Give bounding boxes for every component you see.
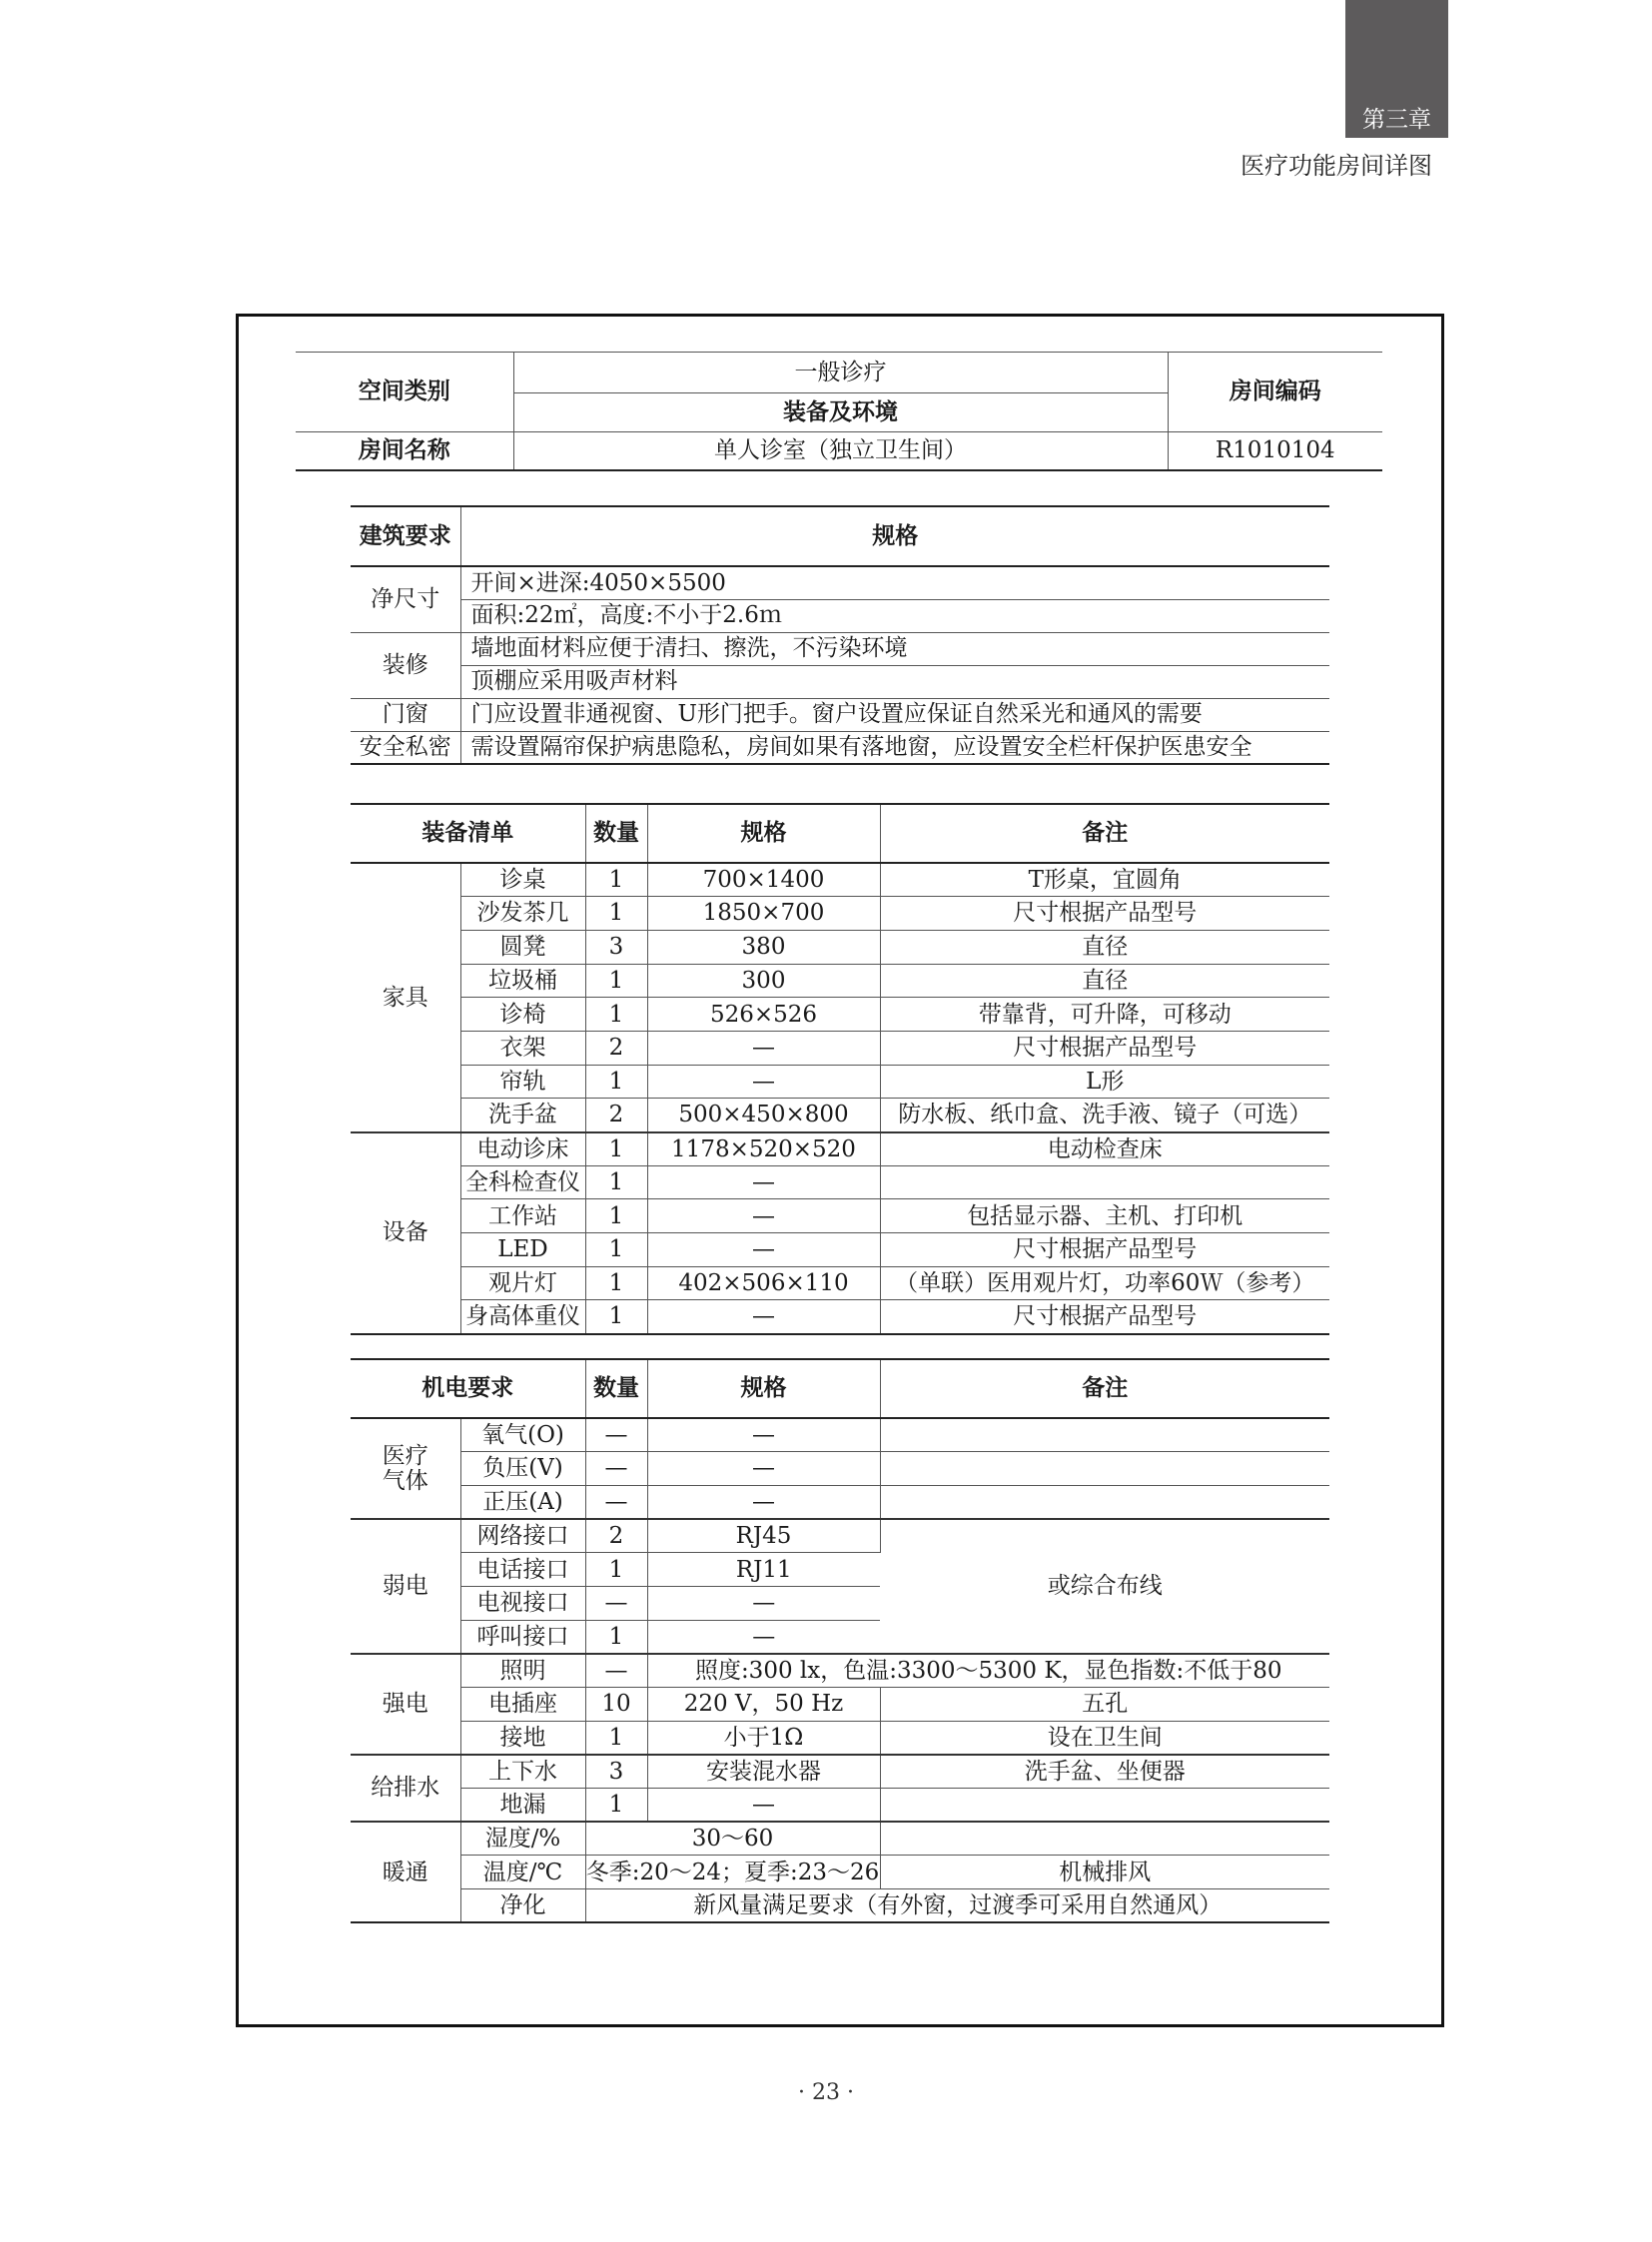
mep-item-spec: RJ11 bbox=[647, 1553, 880, 1587]
equip-item-qty: 1 bbox=[585, 897, 647, 931]
mep-header-qty: 数量 bbox=[585, 1359, 647, 1418]
room-code-label: 房间编码 bbox=[1168, 353, 1382, 432]
equip-item-qty: 1 bbox=[585, 1065, 647, 1099]
mep-item-note bbox=[880, 1485, 1329, 1519]
equip-item-name: 身高体重仪 bbox=[460, 1300, 585, 1334]
mep-item-qty: 1 bbox=[585, 1620, 647, 1654]
mep-item-name: 温度/℃ bbox=[460, 1856, 585, 1889]
mep-hvac-value: 30～60 bbox=[585, 1822, 880, 1856]
mep-item-name: 上下水 bbox=[460, 1755, 585, 1789]
mep-group-weak: 弱电 bbox=[351, 1519, 460, 1654]
mep-item-spec: — bbox=[647, 1418, 880, 1452]
equip-item-name: LED bbox=[460, 1233, 585, 1267]
arch-header-spec: 规格 bbox=[460, 506, 1329, 566]
equip-item-qty: 1 bbox=[585, 1300, 647, 1334]
equip-item-note: 尺寸根据产品型号 bbox=[1013, 1303, 1198, 1330]
room-code-value: R1010104 bbox=[1215, 437, 1335, 464]
category-value: 一般诊疗 bbox=[513, 353, 1168, 393]
equip-item-spec: 700×1400 bbox=[647, 863, 880, 897]
mep-item-qty: 1 bbox=[585, 1789, 647, 1823]
arch-spec-line: 需设置隔帘保护病患隐私，房间如果有落地窗，应设置安全栏杆保护医患安全 bbox=[470, 734, 1252, 761]
equip-item-spec: — bbox=[647, 1165, 880, 1199]
mep-header-spec: 规格 bbox=[647, 1359, 880, 1418]
room-name-value: 单人诊室（独立卫生间） bbox=[513, 432, 1168, 470]
equip-item-spec: 526×526 bbox=[647, 998, 880, 1032]
equip-header-spec: 规格 bbox=[647, 804, 880, 863]
mep-item-note: 洗手盆、坐便器 bbox=[880, 1755, 1329, 1789]
equip-item-qty: 2 bbox=[585, 1099, 647, 1132]
mep-header-note: 备注 bbox=[880, 1359, 1329, 1418]
equip-item-spec: 300 bbox=[647, 964, 880, 998]
mep-item-spec: — bbox=[647, 1485, 880, 1519]
mep-item-note bbox=[880, 1452, 1329, 1486]
mep-item-qty: 1 bbox=[585, 1553, 647, 1587]
equip-header-qty: 数量 bbox=[585, 804, 647, 863]
mep-item-name: 地漏 bbox=[460, 1789, 585, 1823]
mep-item-qty: 10 bbox=[585, 1688, 647, 1722]
mep-hvac-value: 冬季:20～24；夏季:23～26 bbox=[585, 1856, 880, 1889]
space-category-label: 空间类别 bbox=[296, 353, 513, 432]
equip-item-note bbox=[880, 1165, 1329, 1199]
mep-item-spec: — bbox=[647, 1620, 880, 1654]
chapter-tab bbox=[1345, 0, 1448, 138]
equip-item-name: 电动诊床 bbox=[460, 1132, 585, 1166]
arch-req: 装修 bbox=[351, 632, 460, 698]
equip-item-spec: 500×450×800 bbox=[647, 1099, 880, 1132]
equip-item-name: 圆凳 bbox=[460, 930, 585, 964]
arch-req: 门窗 bbox=[351, 698, 460, 731]
equip-item-note: T形桌，宜圆角 bbox=[880, 863, 1329, 897]
mep-item-note bbox=[880, 1418, 1329, 1452]
equip-item-name: 衣架 bbox=[460, 1031, 585, 1065]
mep-item-qty: — bbox=[585, 1654, 647, 1688]
mep-item-name: 净化 bbox=[460, 1889, 585, 1923]
mep-item-name: 电话接口 bbox=[460, 1553, 585, 1587]
arch-spec-line: 门应设置非通视窗、U形门把手。窗户设置应保证自然采光和通风的需要 bbox=[460, 698, 1329, 731]
equip-item-name: 沙发茶几 bbox=[460, 897, 585, 931]
equip-item-qty: 1 bbox=[585, 1165, 647, 1199]
mep-item-name: 接地 bbox=[460, 1721, 585, 1755]
mep-item-name: 湿度/% bbox=[460, 1822, 585, 1856]
mep-group-hvac: 暖通 bbox=[351, 1822, 460, 1922]
mep-item-qty: — bbox=[585, 1418, 647, 1452]
equip-item-spec: — bbox=[647, 1199, 880, 1233]
mep-item-spec: — bbox=[647, 1789, 880, 1823]
mep-item-name: 电插座 bbox=[460, 1688, 585, 1722]
equip-item-qty: 3 bbox=[585, 930, 647, 964]
mep-item-spec: RJ45 bbox=[647, 1519, 880, 1553]
mep-item-name: 网络接口 bbox=[460, 1519, 585, 1553]
mep-item-qty: — bbox=[585, 1485, 647, 1519]
equip-header-note: 备注 bbox=[880, 804, 1329, 863]
equip-group-devices: 设备 bbox=[351, 1132, 460, 1334]
mep-hvac-purification: 新风量满足要求（有外窗，过渡季可采用自然通风） bbox=[693, 1892, 1223, 1919]
mep-item-name: 正压(A) bbox=[460, 1485, 585, 1519]
mep-item-name: 氧气(O) bbox=[460, 1418, 585, 1452]
equip-item-spec: — bbox=[647, 1233, 880, 1267]
mep-group-strong: 强电 bbox=[351, 1654, 460, 1755]
arch-spec-line: 顶棚应采用吸声材料 bbox=[460, 665, 1329, 698]
equip-item-note: 防水板、纸巾盒、洗手液、镜子（可选） bbox=[880, 1099, 1329, 1132]
equip-item-name: 观片灯 bbox=[460, 1266, 585, 1300]
mep-item-note: 设在卫生间 bbox=[880, 1721, 1329, 1755]
mep-header-req: 机电要求 bbox=[351, 1359, 585, 1418]
arch-header-req: 建筑要求 bbox=[351, 506, 460, 566]
mep-item-spec: 220 V，50 Hz bbox=[647, 1688, 880, 1722]
mep-item-note bbox=[880, 1822, 1329, 1856]
equip-item-spec: 1178×520×520 bbox=[647, 1132, 880, 1166]
equip-item-note: 包括显示器、主机、打印机 bbox=[880, 1199, 1329, 1233]
arch-spec-line: 面积:22㎡，高度:不小于2.6ｍ bbox=[460, 599, 1329, 632]
equip-item-qty: 1 bbox=[585, 998, 647, 1032]
mep-item-spec: 小于1Ω bbox=[647, 1721, 880, 1755]
equip-item-spec: — bbox=[647, 1300, 880, 1334]
room-name-label: 房间名称 bbox=[296, 432, 513, 470]
equip-item-qty: 2 bbox=[585, 1031, 647, 1065]
mep-group-gas: 医疗 气体 bbox=[351, 1418, 460, 1519]
equip-item-name: 帘轨 bbox=[460, 1065, 585, 1099]
equip-item-note: 直径 bbox=[880, 930, 1329, 964]
mep-item-qty: — bbox=[585, 1452, 647, 1486]
equip-item-qty: 1 bbox=[585, 1199, 647, 1233]
chapter-tab-label: 第三章 bbox=[1362, 107, 1431, 133]
equip-item-name: 洗手盆 bbox=[460, 1099, 585, 1132]
equip-item-name: 诊桌 bbox=[460, 863, 585, 897]
equip-item-name: 垃圾桶 bbox=[460, 964, 585, 998]
equip-item-qty: 1 bbox=[585, 1233, 647, 1267]
equip-item-spec: 380 bbox=[647, 930, 880, 964]
arch-req: 净尺寸 bbox=[351, 566, 460, 632]
mep-item-spec: — bbox=[647, 1586, 880, 1620]
equip-item-note: （单联）医用观片灯，功率60Ｗ（参考） bbox=[880, 1266, 1329, 1300]
mep-lighting-spec: 照度:300 lx，色温:3300～5300 K，显色指数:不低于80 bbox=[647, 1654, 1329, 1688]
equip-item-note: L形 bbox=[880, 1065, 1329, 1099]
equip-item-spec: — bbox=[647, 1031, 880, 1065]
page-number: · 23 · bbox=[798, 2080, 854, 2105]
mep-weak-note: 或综合布线 bbox=[880, 1519, 1329, 1654]
room-header-table bbox=[296, 352, 1382, 471]
subcategory-value: 装备及环境 bbox=[513, 393, 1168, 432]
mep-item-note: 五孔 bbox=[880, 1688, 1329, 1722]
equip-item-name: 诊椅 bbox=[460, 998, 585, 1032]
equip-item-spec: 1850×700 bbox=[647, 897, 880, 931]
mep-item-name: 电视接口 bbox=[460, 1586, 585, 1620]
equip-group-furniture: 家具 bbox=[351, 863, 460, 1132]
equip-item-spec: 402×506×110 bbox=[647, 1266, 880, 1300]
equip-item-note: 尺寸根据产品型号 bbox=[880, 897, 1329, 931]
mep-item-name: 负压(V) bbox=[460, 1452, 585, 1486]
mep-group-water: 给排水 bbox=[351, 1755, 460, 1822]
equip-header-list: 装备清单 bbox=[351, 804, 585, 863]
mep-item-qty: 2 bbox=[585, 1519, 647, 1553]
architecture-table bbox=[351, 505, 1329, 765]
equip-item-note: 直径 bbox=[880, 964, 1329, 998]
arch-req: 安全私密 bbox=[351, 731, 460, 764]
equip-item-qty: 1 bbox=[585, 1266, 647, 1300]
mep-item-qty: 1 bbox=[585, 1721, 647, 1755]
equip-item-qty: 1 bbox=[585, 863, 647, 897]
mep-table bbox=[351, 1358, 1329, 1923]
mep-item-qty: 3 bbox=[585, 1755, 647, 1789]
equip-item-note: 尺寸根据产品型号 bbox=[880, 1031, 1329, 1065]
chapter-subtitle: 医疗功能房间详图 bbox=[1240, 152, 1432, 180]
equip-item-note: 电动检查床 bbox=[880, 1132, 1329, 1166]
equip-item-qty: 1 bbox=[585, 964, 647, 998]
mep-item-name: 呼叫接口 bbox=[460, 1620, 585, 1654]
equip-item-qty: 1 bbox=[585, 1132, 647, 1166]
equip-item-name: 全科检查仪 bbox=[460, 1165, 585, 1199]
mep-item-qty: — bbox=[585, 1586, 647, 1620]
mep-item-spec: — bbox=[647, 1452, 880, 1486]
arch-spec-line: 开间×进深:4050×5500 bbox=[460, 566, 1329, 599]
mep-item-name: 照明 bbox=[460, 1654, 585, 1688]
mep-item-note bbox=[880, 1789, 1329, 1823]
equip-item-name: 工作站 bbox=[460, 1199, 585, 1233]
mep-item-note: 机械排风 bbox=[880, 1856, 1329, 1889]
equip-item-note: 尺寸根据产品型号 bbox=[880, 1233, 1329, 1267]
mep-item-spec: 安装混水器 bbox=[647, 1755, 880, 1789]
equip-item-spec: — bbox=[647, 1065, 880, 1099]
equipment-table bbox=[351, 803, 1329, 1335]
equip-item-note: 带靠背，可升降，可移动 bbox=[880, 998, 1329, 1032]
arch-spec-line: 墙地面材料应便于清扫、擦洗，不污染环境 bbox=[460, 632, 1329, 665]
